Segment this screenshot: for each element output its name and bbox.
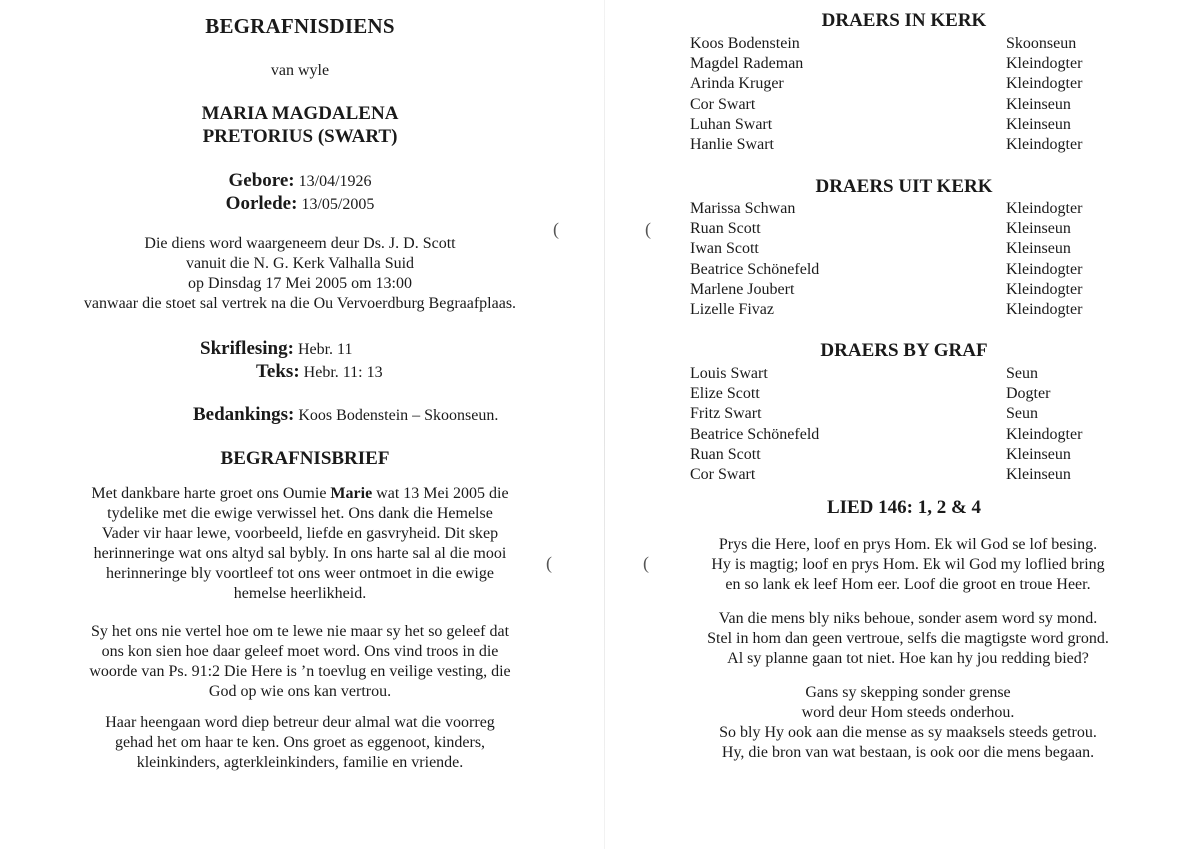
verse-line: word deur Hom steeds onderhou.: [801, 704, 1015, 721]
bearer-name: Arinda Kruger: [690, 75, 784, 93]
bearer-relation: Kleinseun: [1006, 220, 1071, 238]
list-item: [690, 115, 1110, 135]
list-item: [690, 445, 1110, 465]
text-line: [256, 361, 383, 383]
list-item: [690, 260, 1110, 280]
verse-line: en so lank ek leef Hom eer. Loof die groot en troue Heer.: [725, 576, 1091, 593]
margin-mark: (: [546, 553, 552, 573]
letter-line: Haar heengaan word diep betreur deur almal wat die voorreg: [105, 714, 495, 731]
letter-paragraph-2: [0, 622, 600, 702]
list-item: [690, 300, 1110, 320]
verse-line: So bly Hy ook aan die mense as sy maaksels steeds getrou.: [719, 724, 1097, 741]
letter-line: herinneringe wat ons altyd sal bybly. In ons harte sal al die mooi: [93, 545, 507, 562]
list-item: [690, 364, 1110, 384]
letter-line: herinneringe bly voortleef tot ons weer ontmoet in die ewige: [106, 565, 494, 582]
bearer-relation: Seun: [1006, 365, 1038, 382]
bearer-name: Lizelle Fivaz: [690, 300, 774, 318]
reading-value: Hebr. 11: [297, 341, 353, 358]
bearer-relation: Kleinseun: [1006, 445, 1071, 463]
hymn-verse-2: [608, 609, 1200, 669]
list-item: [690, 135, 1110, 155]
list-item: [690, 95, 1110, 115]
bearer-name: Ruan Scott: [690, 220, 761, 238]
bearer-relation: Kleindogter: [1006, 300, 1083, 318]
died-line: [0, 193, 600, 215]
verse-line: Prys die Here, loof en prys Hom. Ek wil God se lof besing.: [718, 536, 1098, 553]
bearer-relation: Kleindogter: [1006, 55, 1083, 73]
bearer-name: Marissa Schwan: [690, 200, 796, 217]
letter-text: Met dankbare harte groet ons Oumie: [91, 485, 331, 502]
margin-mark: (: [553, 219, 559, 239]
bearer-name: Marlene Joubert: [690, 280, 795, 298]
letter-line: woorde van Ps. 91:2 Die Here is ’n toevlug en veilige vesting, die: [89, 663, 511, 680]
service-subtitle: van wyle: [270, 62, 330, 79]
page-fold: [604, 0, 605, 849]
bearer-relation: Kleinseun: [1006, 240, 1071, 258]
bearer-relation: Kleinseun: [1006, 115, 1071, 133]
bearer-relation: Kleinseun: [1006, 95, 1071, 113]
bearer-relation: Kleindogter: [1006, 425, 1083, 443]
hymn-title: LIED 146: 1, 2 & 4: [826, 497, 982, 518]
letter-line: kleinkinders, agterkleinkinders, familie en vriende.: [136, 754, 464, 771]
list-item: [690, 465, 1110, 485]
bearers-grave-title: DRAERS BY GRAF: [820, 340, 988, 361]
bearers-out-title: DRAERS UIT KERK: [815, 176, 993, 197]
reading-label: Skriflesing:: [200, 338, 294, 359]
bearer-relation: Kleindogter: [1006, 260, 1083, 278]
margin-mark: (: [645, 219, 651, 239]
list-item: [690, 219, 1110, 239]
right-page: [608, 0, 1200, 849]
bearer-relation: Seun: [1006, 405, 1038, 423]
bearer-name: Cor Swart: [690, 465, 756, 483]
bearers-out-list: [690, 199, 1110, 320]
verse-line: Hy, die bron van wat bestaan, is ook oor die mens begaan.: [721, 744, 1095, 761]
bearers-in-list: [690, 34, 1110, 155]
list-item: [690, 280, 1110, 300]
service-line: Die diens word waargeneem deur Ds. J. D. Scott: [144, 235, 456, 252]
bearer-relation: Kleindogter: [1006, 135, 1083, 153]
bearer-name: Ruan Scott: [690, 445, 761, 463]
bearer-name: Magdel Rademan: [690, 55, 804, 73]
bearer-name: Elize Scott: [690, 385, 760, 403]
service-line: op Dinsdag 17 Mei 2005 om 13:00: [188, 275, 412, 292]
verse-line: Al sy planne gaan tot niet. Hoe kan hy jou redding bied?: [727, 650, 1089, 667]
service-title: BEGRAFNISDIENS: [205, 14, 395, 38]
service-line: vanuit die N. G. Kerk Valhalla Suid: [185, 255, 415, 272]
bearer-relation: Dogter: [1006, 385, 1051, 403]
letter-line: hemelse heerlikheid.: [233, 585, 367, 602]
service-line: vanwaar die stoet sal vertrek na die Ou Vervoerdburg Begraafplaas.: [83, 295, 517, 312]
list-item: [690, 239, 1110, 259]
bearer-name: Louis Swart: [690, 365, 768, 382]
letter-line: tydelike met die ewige verwissel het. Ons dank die Hemelse: [107, 505, 493, 522]
verse-line: Gans sy skepping sonder grense: [805, 684, 1011, 701]
bearer-relation: Kleindogter: [1006, 280, 1083, 298]
bearers-grave-list: [690, 364, 1110, 485]
letter-line: Sy het ons nie vertel hoe om te lewe nie maar sy het so geleef dat: [90, 623, 510, 640]
list-item: [690, 34, 1110, 54]
verse-line: Van die mens bly niks behoue, sonder asem word sy mond.: [718, 610, 1098, 627]
text-label: Teks:: [256, 361, 300, 382]
verse-line: Hy is magtig; loof en prys Hom. Ek wil God my loflied bring: [711, 556, 1105, 573]
deceased-name-line2: PRETORIUS (SWART): [202, 126, 398, 147]
letter-line: God op wie ons kan vertrou.: [208, 683, 392, 700]
letter-line: Vader vir haar lewe, voorbeeld, liefde en gasvryheid. Dit skep: [101, 525, 499, 542]
letter-paragraph-3: [0, 713, 600, 773]
list-item: [690, 74, 1110, 94]
bearer-name: Luhan Swart: [690, 115, 773, 133]
bearer-relation: Kleinseun: [1006, 465, 1071, 483]
bearer-name: Beatrice Schönefeld: [690, 425, 820, 443]
bearer-name: Iwan Scott: [690, 240, 759, 258]
reading-line: [200, 338, 352, 360]
deceased-name-line1: MARIA MAGDALENA: [201, 103, 399, 124]
bearer-relation: Kleindogter: [1006, 200, 1083, 217]
verse-line: Stel in hom dan geen vertroue, selfs die magtigste word grond.: [707, 630, 1109, 647]
list-item: [690, 199, 1110, 219]
born-value: 13/04/1926: [298, 173, 372, 190]
bearer-name: Beatrice Schönefeld: [690, 260, 820, 278]
margin-mark: (: [643, 553, 649, 573]
letter-line: ons kon sien hoe daar geleef moet word. Ons vind troos in die: [101, 643, 499, 660]
letter-line: [0, 484, 600, 504]
died-label: Oorlede:: [225, 193, 298, 214]
list-item: [690, 54, 1110, 74]
bearer-name: Fritz Swart: [690, 405, 762, 423]
letter-text: wat 13 Mei 2005 die: [372, 485, 509, 502]
born-line: [0, 170, 600, 192]
bearers-in-title: DRAERS IN KERK: [821, 10, 987, 31]
service-details: [0, 234, 600, 314]
letter-name-bold: Marie: [330, 485, 373, 502]
letter-line: gehad het om haar te ken. Ons groet as eggenoot, kinders,: [114, 734, 486, 751]
bearer-relation: Kleindogter: [1006, 75, 1083, 93]
bearer-name: Hanlie Swart: [690, 135, 774, 153]
letter-title: BEGRAFNISBRIEF: [220, 448, 390, 469]
bearer-relation: Skoonseun: [1006, 35, 1077, 52]
thanks-value: Koos Bodenstein – Skoonseun.: [298, 407, 499, 424]
thanks-label: Bedankings:: [193, 404, 295, 425]
list-item: [690, 404, 1110, 424]
died-value: 13/05/2005: [301, 196, 375, 213]
hymn-verse-3: [608, 683, 1200, 763]
letter-paragraph-1: [0, 484, 600, 604]
list-item: [690, 425, 1110, 445]
bearer-name: Cor Swart: [690, 95, 756, 113]
thanks-line: [193, 404, 498, 426]
born-label: Gebore:: [228, 170, 295, 191]
hymn-verse-1: [608, 535, 1200, 595]
bearer-name: Koos Bodenstein: [690, 35, 800, 52]
list-item: [690, 384, 1110, 404]
text-value: Hebr. 11: 13: [303, 364, 383, 381]
